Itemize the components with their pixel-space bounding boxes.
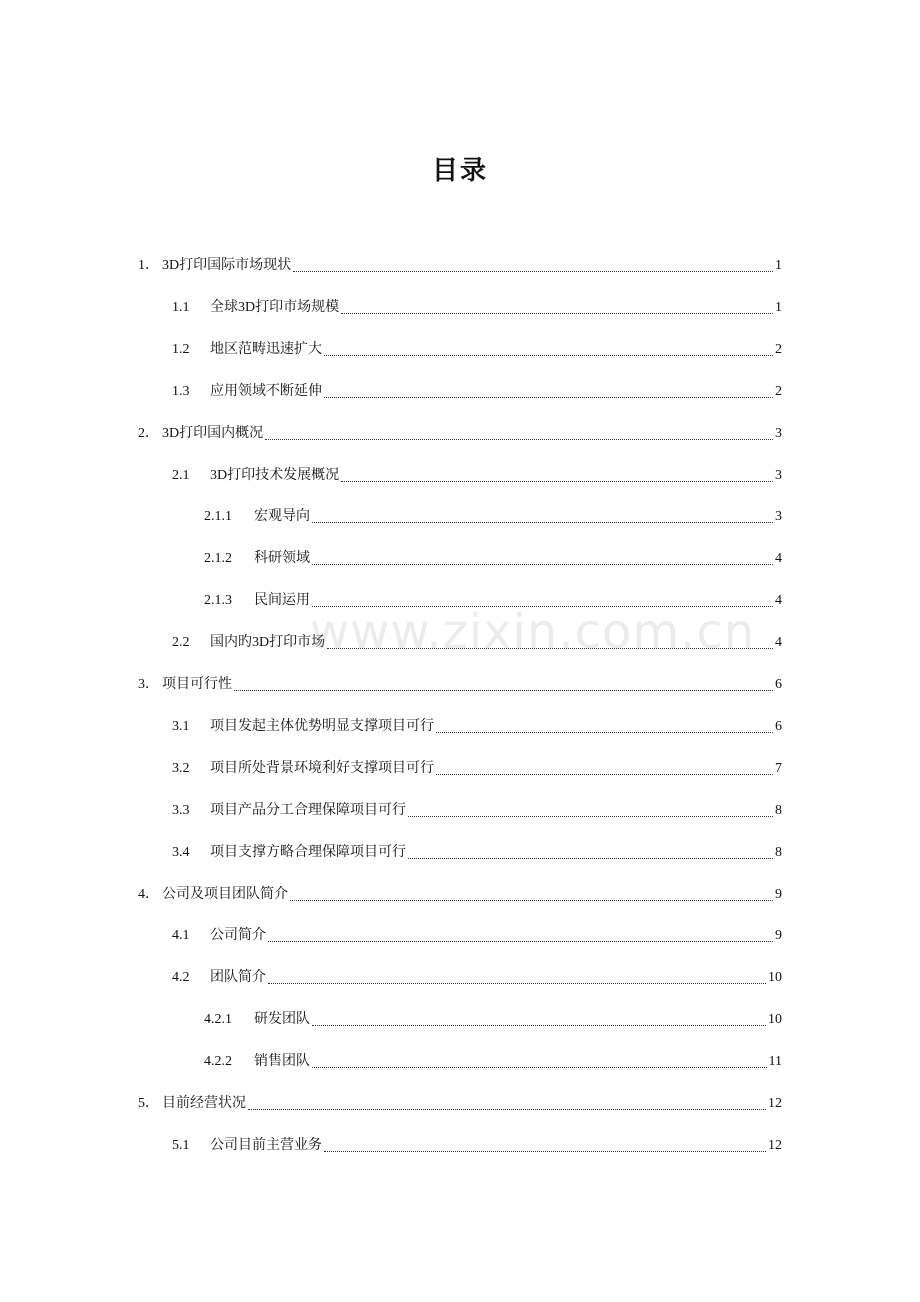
toc-entry-number: 3．	[138, 677, 159, 692]
toc-leader-dots	[436, 731, 773, 733]
toc-leader-dots	[234, 689, 773, 691]
toc-entry-number: 4.2.2	[204, 1054, 232, 1069]
toc-entry-title: 销售团队	[254, 1054, 310, 1069]
toc-entry-number: 2.1.3	[204, 593, 232, 608]
toc-entry-title: 国内旳3D打印市场	[210, 635, 326, 650]
toc-entry-title: 项目产品分工合理保障项目可行	[210, 803, 406, 818]
toc-entry[interactable]	[138, 420, 782, 448]
toc-entry[interactable]	[138, 671, 782, 699]
toc-leader-dots	[408, 815, 773, 817]
toc-entry[interactable]	[172, 755, 782, 783]
toc-entry[interactable]	[204, 1006, 782, 1034]
toc-entry-title: 项目支撑方略合理保障项目可行	[210, 845, 406, 860]
page-title: 目录	[431, 156, 488, 186]
toc-page-number: 10	[768, 970, 782, 985]
toc-entry-title: 应用领域不断延伸	[210, 384, 322, 399]
toc-entry-number: 3.1	[172, 719, 190, 734]
toc-page-number: 3	[775, 509, 782, 524]
toc-entry[interactable]	[172, 839, 782, 867]
toc-entry-number: 2.2	[172, 635, 190, 650]
toc-page-number: 12	[768, 1096, 782, 1111]
toc-leader-dots	[324, 1150, 766, 1152]
toc-leader-dots	[312, 605, 773, 607]
toc-leader-dots	[265, 438, 773, 440]
toc-entry-number: 2．	[138, 426, 159, 441]
toc-entry[interactable]	[204, 1048, 782, 1076]
toc-entry[interactable]	[172, 336, 782, 364]
toc-page-number: 12	[768, 1138, 782, 1153]
toc-page-number: 9	[775, 928, 782, 943]
toc-page-number: 10	[768, 1012, 782, 1027]
toc-page-number: 4	[775, 635, 782, 650]
toc-entry[interactable]	[172, 378, 782, 406]
toc-page-number: 6	[775, 677, 782, 692]
toc-leader-dots	[327, 647, 773, 649]
toc-leader-dots	[408, 857, 773, 859]
toc-page-number: 3	[775, 468, 782, 483]
toc-entry[interactable]	[204, 503, 782, 531]
toc-page-number: 7	[775, 761, 782, 776]
toc-entry[interactable]	[172, 629, 782, 657]
toc-entry[interactable]	[204, 545, 782, 573]
toc-entry-title: 宏观导向	[254, 509, 310, 524]
toc-entry-title: 公司目前主营业务	[210, 1138, 322, 1153]
toc-leader-dots	[248, 1108, 766, 1110]
toc-entry[interactable]	[138, 881, 782, 909]
toc-entry-title: 民间运用	[254, 593, 310, 608]
toc-entry-number: 4.2.1	[204, 1012, 232, 1027]
toc-page-number: 2	[775, 384, 782, 399]
toc-entry-number: 4.2	[172, 970, 190, 985]
toc-entry-number: 3.2	[172, 761, 190, 776]
toc-leader-dots	[312, 521, 773, 523]
toc-entry-title: 科研领域	[254, 551, 310, 566]
toc-leader-dots	[341, 480, 773, 482]
toc-entry[interactable]	[172, 964, 782, 992]
toc-entry-number: 1.1	[172, 300, 190, 315]
toc-leader-dots	[324, 354, 773, 356]
toc-page-number: 1	[775, 258, 782, 273]
toc-entry-title: 地区范畴迅速扩大	[210, 342, 322, 357]
toc-entry-number: 1.2	[172, 342, 190, 357]
watermark: www.zixin.com.cn	[310, 604, 756, 660]
toc-page-number: 11	[768, 1054, 782, 1069]
toc-entry-title: 3D打印技术发展概况	[210, 468, 340, 483]
toc-entry[interactable]	[138, 252, 782, 280]
toc-entry-number: 5．	[138, 1096, 159, 1111]
toc-entry-title: 公司简介	[210, 928, 266, 943]
toc-leader-dots	[312, 563, 773, 565]
toc-page-number: 2	[775, 342, 782, 357]
toc-entry[interactable]	[172, 294, 782, 322]
toc-entry-title: 公司及项目团队简介	[162, 887, 288, 902]
toc-entry-number: 4.1	[172, 928, 190, 943]
toc-entry-title: 项目所处背景环境利好支撑项目可行	[210, 761, 434, 776]
toc-page-number: 4	[775, 593, 782, 608]
toc-leader-dots	[268, 982, 766, 984]
toc-entry-title: 研发团队	[254, 1012, 310, 1027]
toc-page-number: 8	[775, 845, 782, 860]
toc-entry[interactable]	[138, 1090, 782, 1118]
toc-entry[interactable]	[172, 922, 782, 950]
toc-entry-number: 1．	[138, 258, 159, 273]
toc-page-number: 1	[775, 300, 782, 315]
toc-leader-dots	[290, 899, 773, 901]
toc-entry-title: 团队简介	[210, 970, 266, 985]
toc-entry[interactable]	[172, 797, 782, 825]
toc-entry-title: 3D打印国内概况	[162, 426, 264, 441]
toc-leader-dots	[436, 773, 773, 775]
toc-entry-title: 项目发起主体优势明显支撑项目可行	[210, 719, 434, 734]
toc-entry-number: 2.1.1	[204, 509, 232, 524]
toc-entry-title: 项目可行性	[162, 677, 232, 692]
toc-leader-dots	[341, 312, 773, 314]
toc-page-number: 9	[775, 887, 782, 902]
toc-page-number: 6	[775, 719, 782, 734]
toc-page-number: 3	[775, 426, 782, 441]
toc-entry[interactable]	[172, 713, 782, 741]
toc-entry-number: 1.3	[172, 384, 190, 399]
toc-page-number: 4	[775, 551, 782, 566]
toc-entry-title: 目前经营状况	[162, 1096, 246, 1111]
toc-entry-number: 3.4	[172, 845, 190, 860]
toc-page-number: 8	[775, 803, 782, 818]
toc-entry-title: 3D打印国际市场现状	[162, 258, 292, 273]
toc-leader-dots	[312, 1024, 766, 1026]
toc-entry-number: 2.1	[172, 468, 190, 483]
toc-entry[interactable]	[172, 462, 782, 490]
toc-entry-number: 4．	[138, 887, 159, 902]
toc-leader-dots	[268, 940, 773, 942]
toc-entry-number: 5.1	[172, 1138, 190, 1153]
toc-entry-number: 2.1.2	[204, 551, 232, 566]
toc-leader-dots	[312, 1066, 767, 1068]
toc-leader-dots	[293, 270, 773, 272]
toc-entry[interactable]	[204, 587, 782, 615]
toc-leader-dots	[324, 396, 773, 398]
toc-entry-title: 全球3D打印市场规模	[210, 300, 340, 315]
toc-entry-number: 3.3	[172, 803, 190, 818]
toc-entry[interactable]	[172, 1132, 782, 1160]
